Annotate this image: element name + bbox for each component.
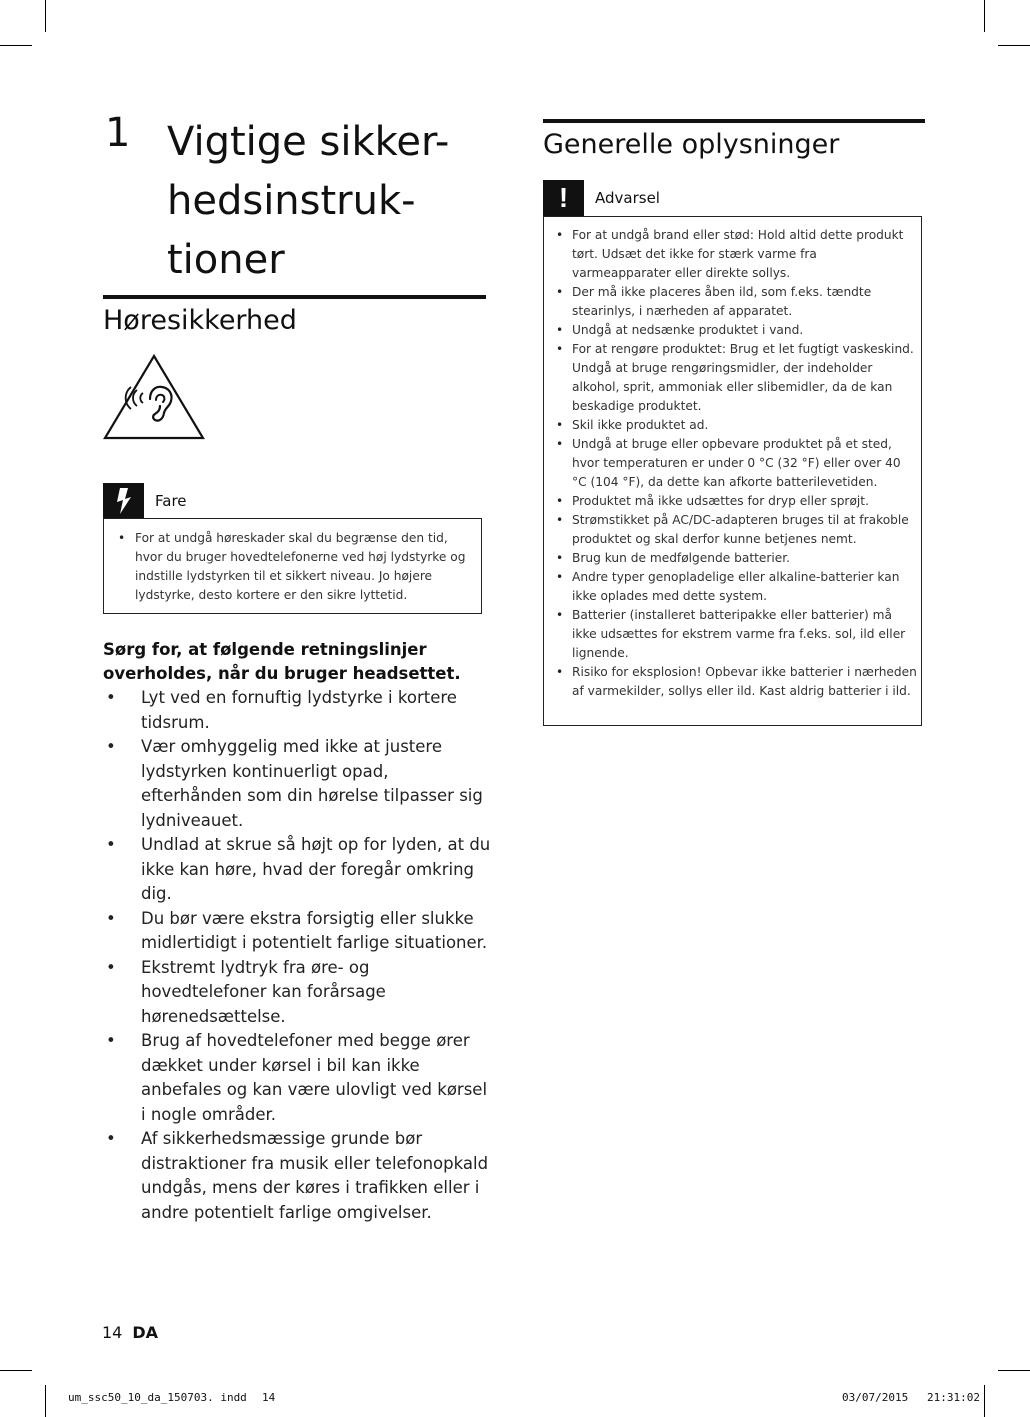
crop-mark — [998, 45, 1030, 46]
crop-mark — [998, 1370, 1030, 1371]
list-item: • Vær omhyggelig med ikke at justere lydstyrken kontinuerligt opad, efterhånden som din hørelse tilpasser sig lydniveauet. — [103, 735, 493, 833]
lightning-icon — [103, 483, 144, 519]
warning-item: • Andre typer genopladelige eller alkaline-batterier kan ikke oplades med dette system. — [546, 568, 917, 606]
exclamation-icon — [543, 180, 584, 216]
crop-mark — [45, 1385, 46, 1417]
crop-mark — [984, 1385, 985, 1417]
warning-item: • Brug kun de medfølgende batterier. — [546, 549, 917, 568]
list-item: • Undlad at skrue så højt op for lyden, at du ikke kan høre, hvad der foregår omkring dig. — [103, 833, 493, 907]
crop-mark — [0, 45, 32, 46]
warning-item: • For at undgå brand eller stød: Hold altid dette produkt tørt. Udsæt det ikke for stærk varme fra varmeapparater eller direkte sollys. — [546, 226, 917, 283]
list-item: • Lyt ved en fornuftig lydstyrke i kortere tidsrum. — [103, 686, 493, 735]
list-item: • Du bør være ekstra forsigtig eller slukke midlertidigt i potentielt farlige situationer. — [103, 907, 493, 956]
slug-time: 21:31:02 — [927, 1391, 980, 1404]
warning-item: • For at rengøre produktet: Brug et let fugtigt vaskeskind. Undgå at bruge rengøringsmidler, der indeholder alkohol, sprit, ammoniak eller slibemidler, da de kan beskadige produktet. — [546, 340, 917, 416]
warning-item: • Der må ikke placeres åben ild, som f.eks. tændte stearinlys, i nærheden af apparatet. — [546, 283, 917, 321]
warning-item: • Strømstikket på AC/DC-adapteren bruges til at frakoble produktet og skal derfor kunne betjenes nemt. — [546, 511, 917, 549]
chapter-title — [167, 113, 487, 290]
warning-item: • Risiko for eksplosion! Opbevar ikke batterier i nærheden af varmekilder, sollys eller ild. Kast aldrig batterier i ild. — [546, 663, 917, 701]
slug-page: 14 — [262, 1391, 276, 1404]
warning-box — [543, 216, 922, 726]
slug-date: 03/07/2015 — [842, 1391, 909, 1404]
language-code: DA — [132, 1323, 159, 1342]
section-heading-hearing: Høresikkerhed — [103, 305, 297, 336]
danger-label: Fare — [155, 492, 187, 510]
crop-mark — [984, 0, 985, 32]
slug-filename: um_ssc50_10_da_150703. indd — [68, 1391, 247, 1404]
warning-item: • Undgå at bruge eller opbevare produktet på et sted, hvor temperaturen er under 0 °C (32 °F) eller over 40 °C (104 °F), da dette kan afkorte batterilevetiden. — [546, 435, 917, 492]
crop-mark — [0, 1370, 32, 1371]
chapter-title-line: hedsinstruk- — [167, 178, 416, 224]
warning-badge-text: ! — [558, 182, 569, 213]
chapter-title-line: tioner — [167, 237, 285, 283]
danger-box — [103, 518, 482, 614]
section-rule — [103, 295, 486, 299]
page-footer — [102, 1323, 158, 1342]
warning-label: Advarsel — [595, 189, 660, 207]
hearing-warning-icon — [103, 353, 205, 445]
danger-item: • For at undgå høreskader skal du begrænse den tid, hvor du bruger hovedtelefonerne ved høj lydstyrke og indstille lydstyrken til et sikkert niveau. Jo højere lydstyrke, desto kortere er den sikre lyttetid. — [108, 529, 475, 605]
list-item: • Ekstremt lydtryk fra øre- og hovedtelefoner kan forårsage hørenedsættelse. — [103, 956, 493, 1030]
warning-item: • Produktet må ikke udsættes for dryp eller sprøjt. — [546, 492, 917, 511]
warning-item: • Batterier (installeret batteripakke eller batterier) må ikke udsættes for ekstrem varme fra f.eks. sol, ild eller lignende. — [546, 606, 917, 663]
page-number: 14 — [102, 1323, 123, 1342]
warning-item: • Skil ikke produktet ad. — [546, 416, 917, 435]
chapter-title-line: Vigtige sikker- — [167, 119, 450, 165]
guidelines-intro: Sørg for, at følgende retningslinjer overholdes, når du bruger headsettet. — [103, 640, 461, 683]
crop-mark — [45, 0, 46, 32]
warning-item: • Undgå at nedsænke produktet i vand. — [546, 321, 917, 340]
section-heading-general: Generelle oplysninger — [543, 129, 840, 160]
list-item: • Af sikkerhedsmæssige grunde bør distraktioner fra musik eller telefonopkald undgås, mens der køres i trafikken eller i andre potentielt farlige omgivelser. — [103, 1127, 493, 1225]
list-item: • Brug af hovedtelefoner med begge ører dækket under kørsel i bil kan ikke anbefales og kan være ulovligt ved kørsel i nogle områder. — [103, 1029, 493, 1127]
guidelines-list — [103, 686, 493, 1225]
section-rule — [543, 119, 925, 123]
chapter-number: 1 — [105, 110, 131, 156]
